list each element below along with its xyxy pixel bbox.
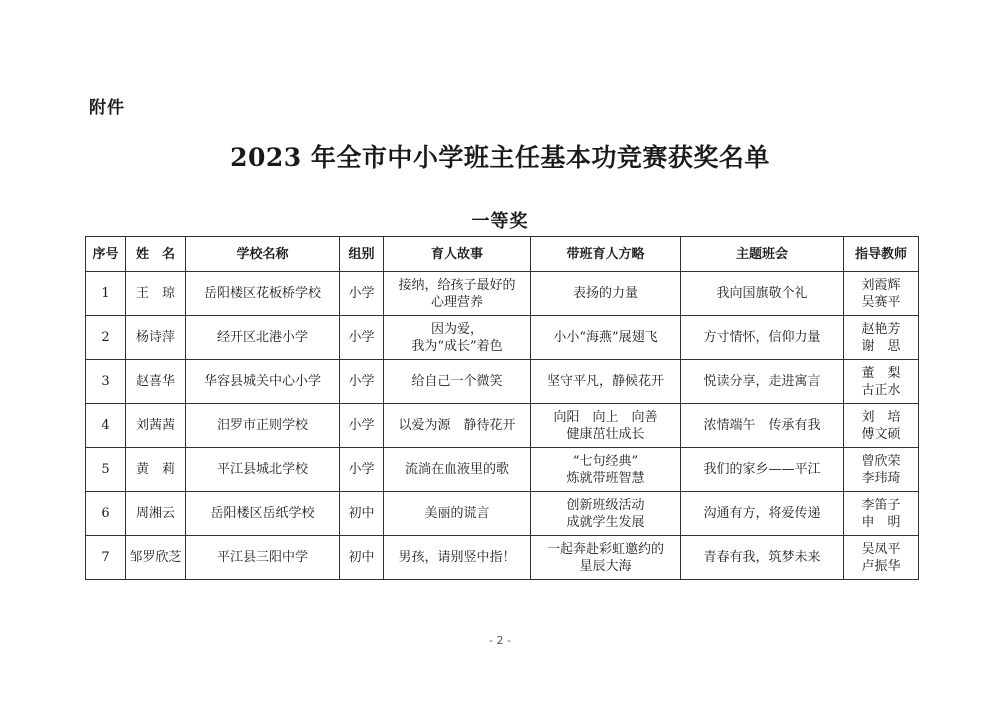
cell-meeting: 方寸情怀，信仰力量 — [681, 316, 844, 360]
cell-no: 6 — [86, 492, 126, 536]
cell-meeting: 悦读分享，走进寓言 — [681, 360, 844, 404]
page-number: - 2 - — [489, 634, 511, 647]
table-row — [86, 272, 919, 316]
cell-advisor: 董 梨 古正水 — [844, 360, 919, 404]
prize-level-heading: 一等奖 — [471, 211, 529, 232]
cell-name: 赵喜华 — [126, 360, 186, 404]
cell-story: 美丽的谎言 — [384, 492, 531, 536]
cell-advisor: 赵艳芳 谢 思 — [844, 316, 919, 360]
cell-school: 经开区北港小学 — [186, 316, 340, 360]
table-header-row — [86, 237, 919, 272]
cell-advisor: 曾欣荣 李玮琦 — [844, 448, 919, 492]
cell-strategy: 一起奔赴彩虹邀约的 星辰大海 — [531, 536, 681, 580]
cell-group: 小学 — [340, 404, 384, 448]
cell-school: 平江县三阳中学 — [186, 536, 340, 580]
cell-no: 2 — [86, 316, 126, 360]
cell-name: 王 琼 — [126, 272, 186, 316]
cell-name: 杨诗萍 — [126, 316, 186, 360]
cell-story: 男孩，请别竖中指！ — [384, 536, 531, 580]
header-advisor: 指导教师 — [844, 237, 919, 272]
table-row — [86, 536, 919, 580]
table-row — [86, 448, 919, 492]
cell-name: 邹罗欣芝 — [126, 536, 186, 580]
cell-story: 流淌在血液里的歌 — [384, 448, 531, 492]
cell-group: 小学 — [340, 316, 384, 360]
cell-advisor: 吴凤平 卢振华 — [844, 536, 919, 580]
cell-strategy: 向阳 向上 向善 健康茁壮成长 — [531, 404, 681, 448]
cell-story: 接纳，给孩子最好的 心理营养 — [384, 272, 531, 316]
attachment-label: 附件 — [89, 98, 125, 118]
cell-no: 3 — [86, 360, 126, 404]
cell-meeting: 青春有我，筑梦未来 — [681, 536, 844, 580]
table-row — [86, 360, 919, 404]
cell-group: 小学 — [340, 448, 384, 492]
cell-no: 1 — [86, 272, 126, 316]
header-story: 育人故事 — [384, 237, 531, 272]
cell-advisor: 刘霞辉 吴赛平 — [844, 272, 919, 316]
header-meeting: 主题班会 — [681, 237, 844, 272]
header-no: 序号 — [86, 237, 126, 272]
cell-school: 岳阳楼区花板桥学校 — [186, 272, 340, 316]
cell-meeting: 我们的家乡——平江 — [681, 448, 844, 492]
table-row — [86, 404, 919, 448]
cell-meeting: 浓情端午 传承有我 — [681, 404, 844, 448]
header-name: 姓 名 — [126, 237, 186, 272]
header-school: 学校名称 — [186, 237, 340, 272]
cell-no: 4 — [86, 404, 126, 448]
cell-no: 7 — [86, 536, 126, 580]
cell-name: 黄 莉 — [126, 448, 186, 492]
cell-story: 以爱为源 静待花开 — [384, 404, 531, 448]
cell-school: 汨罗市正则学校 — [186, 404, 340, 448]
cell-school: 岳阳楼区岳纸学校 — [186, 492, 340, 536]
cell-strategy: “七句经典” 炼就带班智慧 — [531, 448, 681, 492]
cell-group: 小学 — [340, 360, 384, 404]
award-table — [85, 236, 919, 580]
cell-group: 初中 — [340, 492, 384, 536]
cell-strategy: 创新班级活动 成就学生发展 — [531, 492, 681, 536]
cell-name: 周湘云 — [126, 492, 186, 536]
cell-group: 小学 — [340, 272, 384, 316]
cell-strategy: 小小“海燕”展翅飞 — [531, 316, 681, 360]
header-group: 组别 — [340, 237, 384, 272]
cell-advisor: 刘 培 傅文硕 — [844, 404, 919, 448]
cell-meeting: 我向国旗敬个礼 — [681, 272, 844, 316]
header-strategy: 带班育人方略 — [531, 237, 681, 272]
cell-no: 5 — [86, 448, 126, 492]
cell-school: 华容县城关中心小学 — [186, 360, 340, 404]
cell-advisor: 李笛子 申 明 — [844, 492, 919, 536]
cell-school: 平江县城北学校 — [186, 448, 340, 492]
cell-story: 给自己一个微笑 — [384, 360, 531, 404]
cell-name: 刘茜茜 — [126, 404, 186, 448]
document-title: 2023 年全市中小学班主任基本功竞赛获奖名单 — [230, 143, 770, 172]
cell-meeting: 沟通有方，将爱传递 — [681, 492, 844, 536]
cell-strategy: 表扬的力量 — [531, 272, 681, 316]
cell-group: 初中 — [340, 536, 384, 580]
table-row — [86, 316, 919, 360]
cell-strategy: 坚守平凡，静候花开 — [531, 360, 681, 404]
cell-story: 因为爱， 我为“成长”着色 — [384, 316, 531, 360]
table-row — [86, 492, 919, 536]
